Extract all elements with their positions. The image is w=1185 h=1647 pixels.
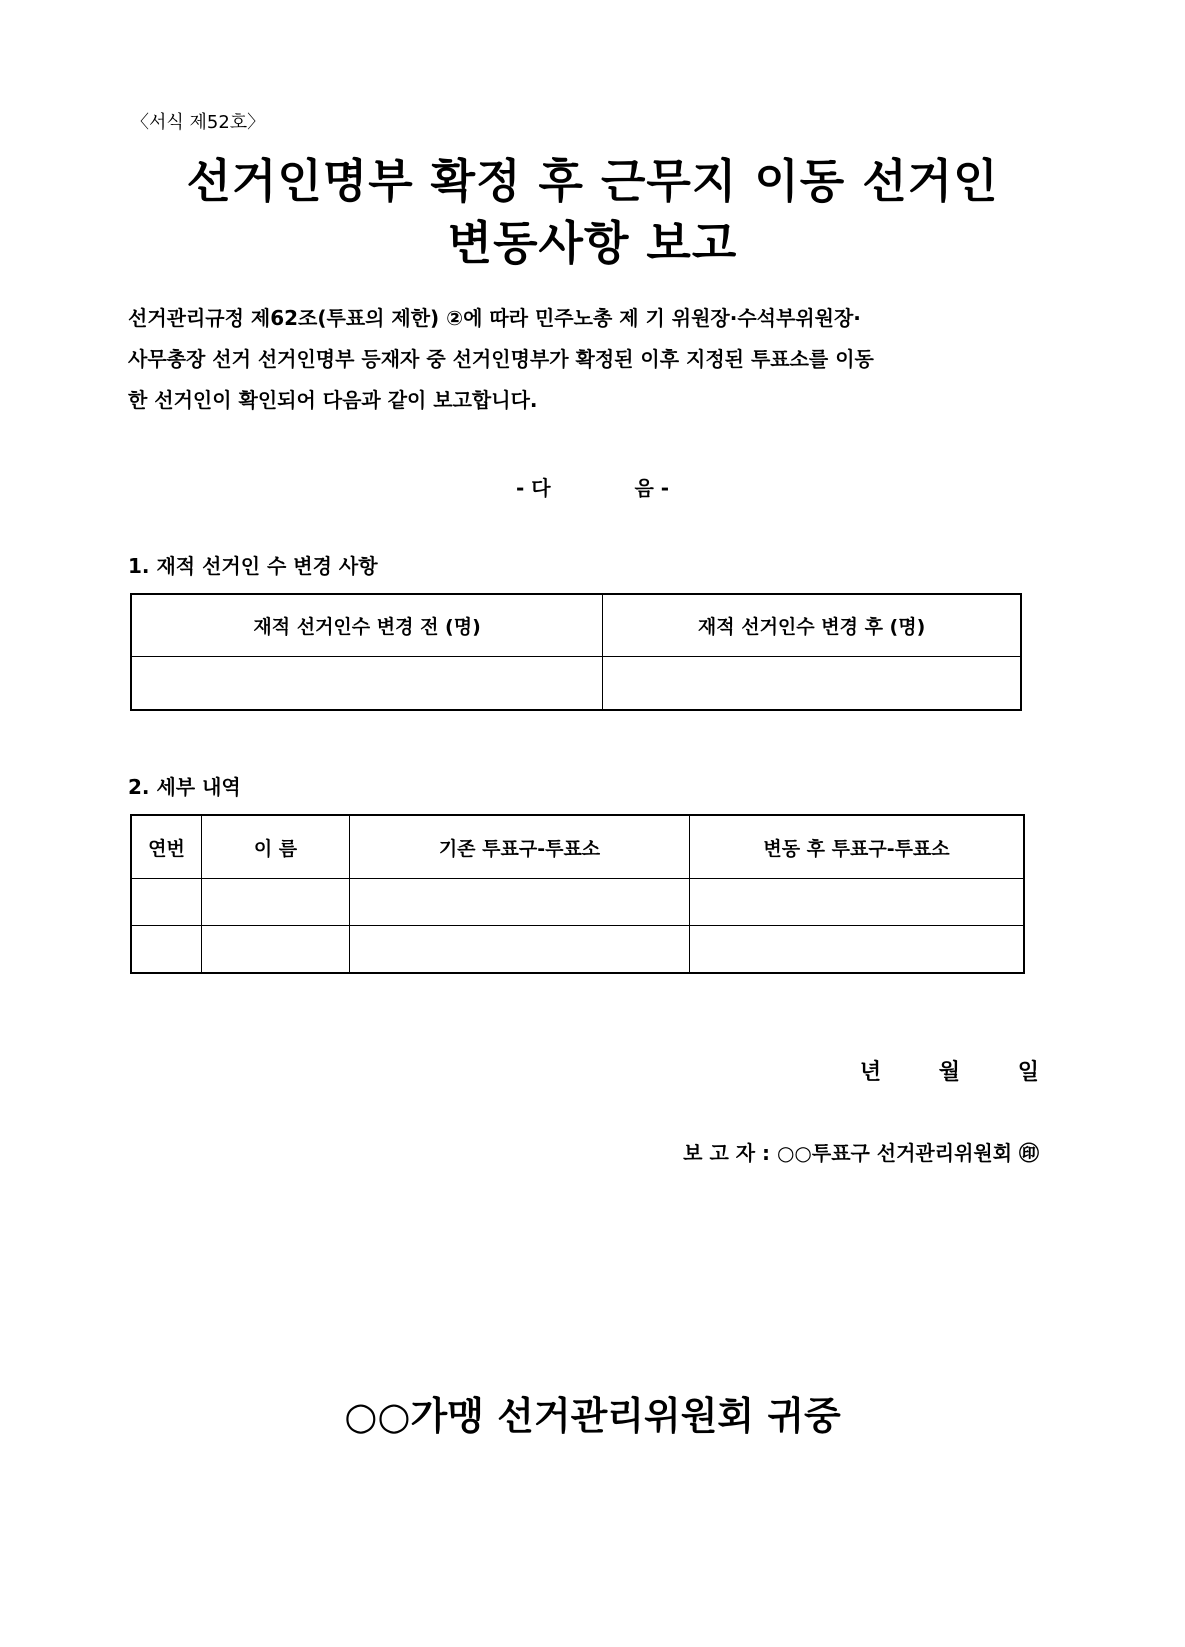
- cell-name[interactable]: [202, 926, 350, 974]
- reporter-line: 보 고 자 : ○○투표구 선거관리위원회 ㊞: [683, 1141, 1039, 1165]
- header-previous-station: 기존 투표구-투표소: [350, 815, 690, 879]
- daeum-left: - 다: [515, 476, 551, 500]
- date-day: 일: [1017, 1060, 1039, 1085]
- intro-paragraph: [128, 298, 1050, 421]
- section2-title: 2. 세부 내역: [128, 775, 241, 799]
- header-before: 재적 선거인수 변경 전 (명): [131, 594, 603, 657]
- daeum-heading: [0, 472, 1185, 501]
- header-no: 연번: [131, 815, 202, 879]
- table-header-row: [131, 594, 1021, 657]
- date-month: 월: [938, 1060, 961, 1085]
- date-year: 년: [859, 1060, 882, 1085]
- title-line-2: 변동사항 보고: [447, 216, 738, 270]
- intro-line: 선거관리규정 제62조(투표의 제한) ②에 따라 민주노총 제 기 위원장·수석부위원장·: [128, 306, 861, 330]
- table-row: [131, 879, 1024, 926]
- form-number: 〈서식 제52호〉: [131, 112, 266, 133]
- header-new-station: 변동 후 투표구-투표소: [690, 815, 1025, 879]
- voter-count-table: [130, 593, 1022, 711]
- detail-table: [130, 814, 1025, 974]
- title-line-1: 선거인명부 확정 후 근무지 이동 선거인: [186, 154, 999, 208]
- cell-no[interactable]: [131, 926, 202, 974]
- daeum-right: 음 -: [634, 476, 670, 500]
- date-line: [810, 1055, 1039, 1086]
- intro-line: 사무총장 선거 선거인명부 등재자 중 선거인명부가 확정된 이후 지정된 투표소를 이동: [128, 347, 874, 371]
- cell-new-station[interactable]: [690, 879, 1025, 926]
- table-header-row: [131, 815, 1024, 879]
- cell-previous-station[interactable]: [350, 879, 690, 926]
- cell-previous-station[interactable]: [350, 926, 690, 974]
- addressee: ○○가맹 선거관리위원회 귀중: [344, 1394, 841, 1438]
- cell-name[interactable]: [202, 879, 350, 926]
- header-after: 재적 선거인수 변경 후 (명): [603, 594, 1021, 657]
- intro-line: 한 선거인이 확인되어 다음과 같이 보고합니다.: [128, 388, 538, 412]
- section1-title: 1. 재적 선거인 수 변경 사항: [128, 554, 378, 578]
- cell-no[interactable]: [131, 879, 202, 926]
- cell-before[interactable]: [131, 657, 603, 711]
- cell-after[interactable]: [603, 657, 1021, 711]
- table-row: [131, 926, 1024, 974]
- table-row: [131, 657, 1021, 711]
- header-name: 이 름: [202, 815, 350, 879]
- cell-new-station[interactable]: [690, 926, 1025, 974]
